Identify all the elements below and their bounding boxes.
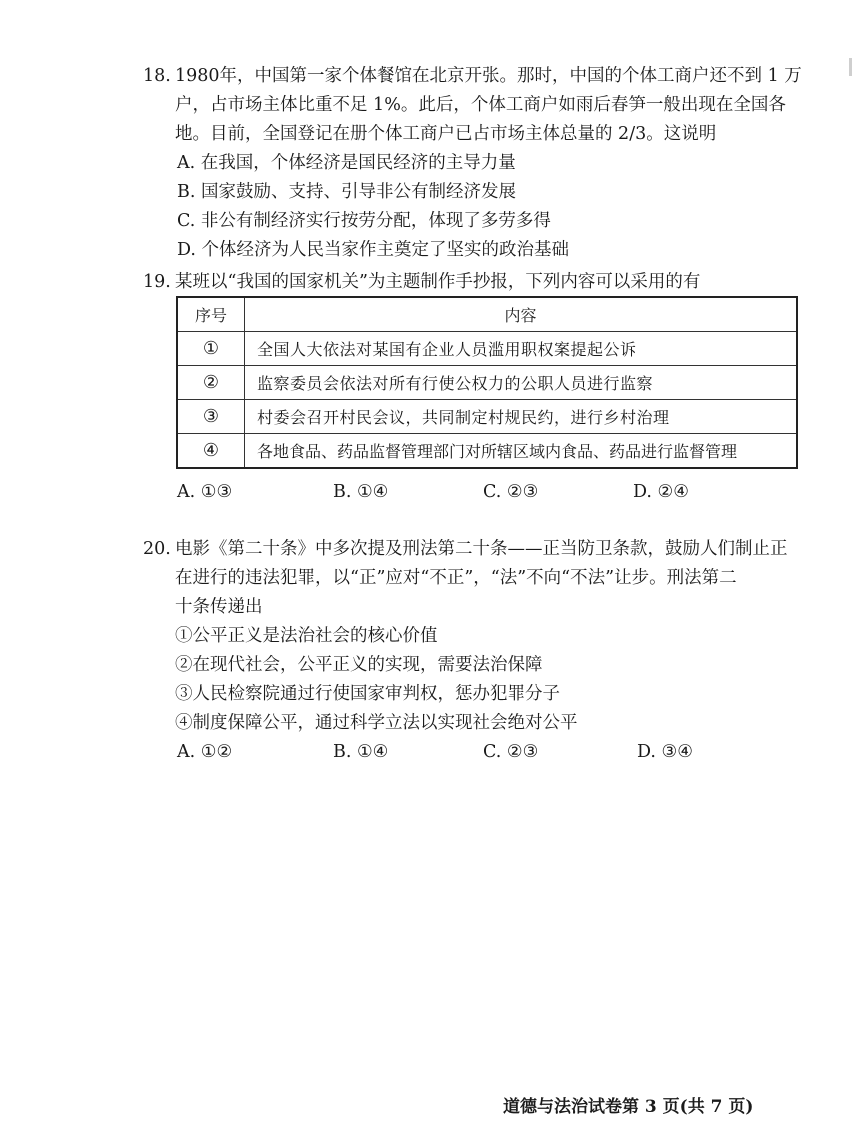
question-20 [143, 535, 823, 767]
table-row [177, 434, 797, 469]
question-stem: 某班以“我国的国家机关”为主题制作手抄报，下列内容可以采用的有 [175, 272, 701, 292]
table-header-content: 内容 [245, 297, 798, 332]
table-row [177, 366, 797, 400]
question-number: 18. [143, 66, 171, 86]
row-content: 各地食品、药品监督管理部门对所辖区域内食品、药品进行监督管理 [245, 434, 798, 469]
row-content: 村委会召开村民会议，共同制定村规民约，进行乡村治理 [245, 400, 798, 434]
question-stem-line: 1980年，中国第一家个体餐馆在北京开张。那时，中国的个体工商户还不到 1 万 [175, 66, 802, 86]
choice-a: A. ①③ [177, 482, 233, 502]
table-header-row [177, 297, 797, 332]
option-a: A. 在我国，个体经济是国民经济的主导力量 [177, 153, 516, 173]
choice-c: C. ②③ [483, 742, 539, 762]
question-stem-line: 地。目前，全国登记在册个体工商户已占市场主体总量的 2/3。这说明 [175, 124, 717, 144]
statement-3: ③人民检察院通过行使国家审判权，惩办犯罪分子 [175, 684, 560, 704]
choice-d: D. ③④ [637, 742, 693, 762]
row-index: ④ [177, 434, 245, 469]
question-number: 20. [143, 539, 171, 559]
choice-a: A. ①② [177, 742, 233, 762]
row-index: ① [177, 332, 245, 366]
option-d: D. 个体经济为人民当家作主奠定了坚实的政治基础 [177, 240, 570, 260]
scan-edge-mark [849, 58, 852, 76]
page-footer: 道德与法治试卷第 3 页(共 7 页) [503, 1097, 754, 1117]
question-19 [143, 268, 823, 297]
question-stem-line: 户，占市场主体比重不足 1%。此后，个体工商户如雨后春笋一般出现在全国各 [175, 95, 786, 115]
choice-b: B. ①④ [333, 742, 389, 762]
option-c: C. 非公有制经济实行按劳分配，体现了多劳多得 [177, 211, 551, 231]
statement-2: ②在现代社会，公平正义的实现，需要法治保障 [175, 655, 543, 675]
option-b: B. 国家鼓励、支持、引导非公有制经济发展 [177, 182, 516, 202]
choice-c: C. ②③ [483, 482, 539, 502]
question-stem-line: 在进行的违法犯罪，以“正”应对“不正”，“法”不向“不法”让步。刑法第二 [175, 568, 737, 588]
row-index: ③ [177, 400, 245, 434]
choice-d: D. ②④ [633, 482, 689, 502]
statement-1: ①公平正义是法治社会的核心价值 [175, 626, 438, 646]
table-row [177, 332, 797, 366]
table-header-index: 序号 [177, 297, 245, 332]
choices-row [143, 478, 823, 507]
question-19-choices [143, 478, 823, 507]
question-stem-line: 十条传递出 [175, 597, 263, 617]
question-number: 19. [143, 272, 171, 292]
row-content: 监察委员会依法对所有行使公权力的公职人员进行监察 [245, 366, 798, 400]
choice-b: B. ①④ [333, 482, 389, 502]
content-table [176, 296, 798, 469]
choices-row [143, 738, 823, 767]
statement-4: ④制度保障公平，通过科学立法以实现社会绝对公平 [175, 713, 578, 733]
table-row [177, 400, 797, 434]
row-index: ② [177, 366, 245, 400]
question-stem-line: 电影《第二十条》中多次提及刑法第二十条——正当防卫条款，鼓励人们制止正 [175, 539, 788, 559]
question-18 [143, 62, 823, 265]
row-content: 全国人大依法对某国有企业人员滥用职权案提起公诉 [245, 332, 798, 366]
